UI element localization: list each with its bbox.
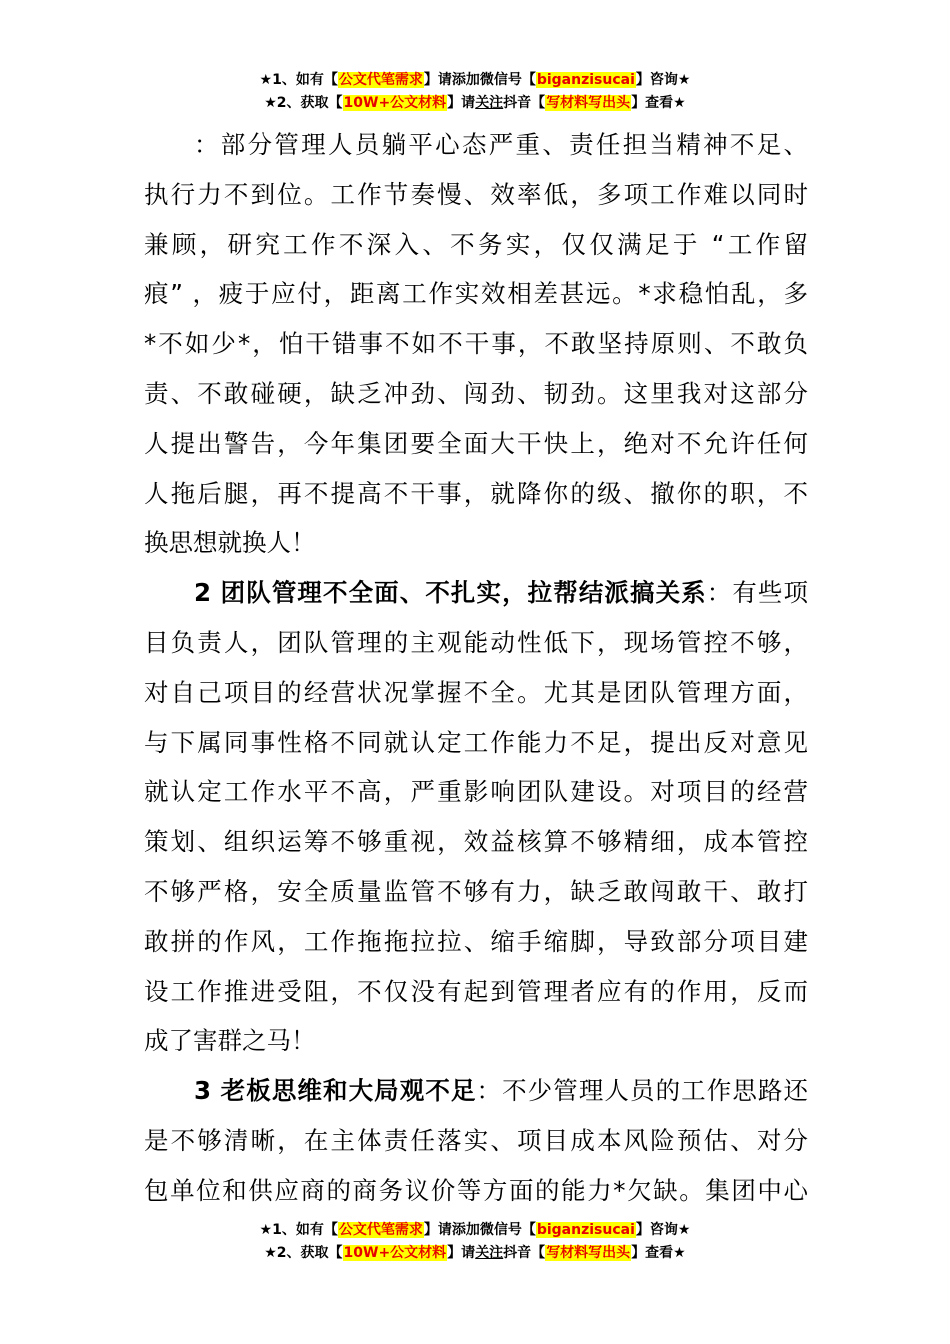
text-line: 人提出警告，今年集团要全面大干快上，绝对不允许任何	[144, 428, 808, 458]
heading-continuation: ：不少管理人员的工作思路还	[476, 1076, 808, 1106]
text-line	[144, 568, 808, 618]
highlight-wechat-id: biganzisucai	[536, 1222, 635, 1238]
banner-text: 】查看★	[631, 95, 686, 111]
text-line: 目负责人，团队管理的主观能动性低下，现场管控不够，	[144, 627, 808, 657]
text-line: ：部分管理人员躺平心态严重、责任担当精神不足、	[194, 130, 808, 159]
banner-text: 抖音【	[503, 95, 546, 111]
banner-underlined-text: 关注	[475, 1245, 504, 1261]
text-line: 成了害群之马！	[144, 1026, 316, 1056]
banner-text: 抖音【	[503, 1245, 546, 1261]
text-line: 设工作推进受阻，不仅没有起到管理者应有的作用，反而	[144, 976, 808, 1006]
paragraph-3	[144, 1066, 808, 1215]
heading-continuation: ：有些项	[706, 578, 808, 608]
header-banner-line-1	[0, 69, 950, 92]
banner-text: 】咨询★	[635, 72, 691, 88]
section-heading: 3 老板思维和大局观不足	[194, 1076, 477, 1106]
text-line: 对自己项目的经营状况掌握不全。尤其是团队管理方面，	[144, 677, 808, 707]
banner-text: 】咨询★	[635, 1222, 691, 1238]
highlight-ghostwriting: 公文代笔需求	[338, 1222, 423, 1238]
text-line: 执行力不到位。工作节奏慢、效率低，多项工作难以同时	[144, 179, 808, 209]
banner-text: 】请	[447, 1245, 476, 1261]
banner-text: ★1、如有【	[259, 72, 338, 88]
highlight-douyin-account: 写材料写出头	[546, 95, 631, 111]
text-line: 敢拼的作风，工作拖拖拉拉、缩手缩脚，导致部分项目建	[144, 926, 808, 956]
text-line: 与下属同事性格不同就认定工作能力不足，提出反对意见	[144, 727, 808, 757]
banner-text: ★2、获取【	[264, 95, 343, 111]
footer-banner-line-2	[0, 1242, 950, 1265]
footer-banner-line-1	[0, 1219, 950, 1242]
paragraph-2	[144, 568, 808, 1066]
section-heading: 2 团队管理不全面、不扎实，拉帮结派搞关系	[194, 578, 707, 608]
highlight-materials: 10W+公文材料	[343, 1245, 447, 1261]
banner-text: 】请添加微信号【	[423, 1222, 536, 1238]
banner-text: ★2、获取【	[264, 1245, 343, 1261]
text-line: 不够严格，安全质量监管不够有力，缺乏敢闯敢干、敢打	[144, 876, 808, 906]
banner-text: 】请	[447, 95, 476, 111]
highlight-materials: 10W+公文材料	[343, 95, 447, 111]
text-line: 换思想就换人！	[144, 528, 316, 558]
header-banner-line-2	[0, 92, 950, 115]
text-line: 人拖后腿，再不提高不干事，就降你的级、撤你的职，不	[144, 478, 808, 508]
highlight-ghostwriting: 公文代笔需求	[338, 72, 423, 88]
text-line: 策划、组织运筹不够重视，效益核算不够精细，成本管控	[144, 827, 808, 857]
text-line: 就认定工作水平不高，严重影响团队建设。对项目的经营	[144, 777, 808, 807]
text-line: 是不够清晰，在主体责任落实、项目成本风险预估、对分	[144, 1125, 808, 1155]
text-line: 痕” ，疲于应付，距离工作实效相差甚远。*求稳怕乱，多	[144, 279, 808, 309]
banner-text: 】请添加微信号【	[423, 72, 536, 88]
highlight-wechat-id: biganzisucai	[536, 72, 635, 88]
header-banner	[0, 69, 950, 115]
paragraph-1	[144, 120, 808, 568]
text-line: 兼顾，研究工作不深入、不务实，仅仅满足于 “工作留	[144, 229, 808, 259]
text-line	[144, 1066, 808, 1116]
banner-text: 】查看★	[631, 1245, 686, 1261]
text-line: *不如少*，怕干错事不如不干事，不敢坚持原则、不敢负	[144, 329, 808, 359]
text-line: 责、不敢碰硬，缺乏冲劲、闯劲、韧劲。这里我对这部分	[144, 378, 808, 408]
banner-text: ★1、如有【	[259, 1222, 338, 1238]
text-line: 包单位和供应商的商务议价等方面的能力*欠缺。集团中心	[144, 1175, 808, 1205]
highlight-douyin-account: 写材料写出头	[546, 1245, 631, 1261]
document-body	[144, 120, 808, 1216]
banner-underlined-text: 关注	[475, 95, 504, 111]
footer-banner	[0, 1219, 950, 1265]
